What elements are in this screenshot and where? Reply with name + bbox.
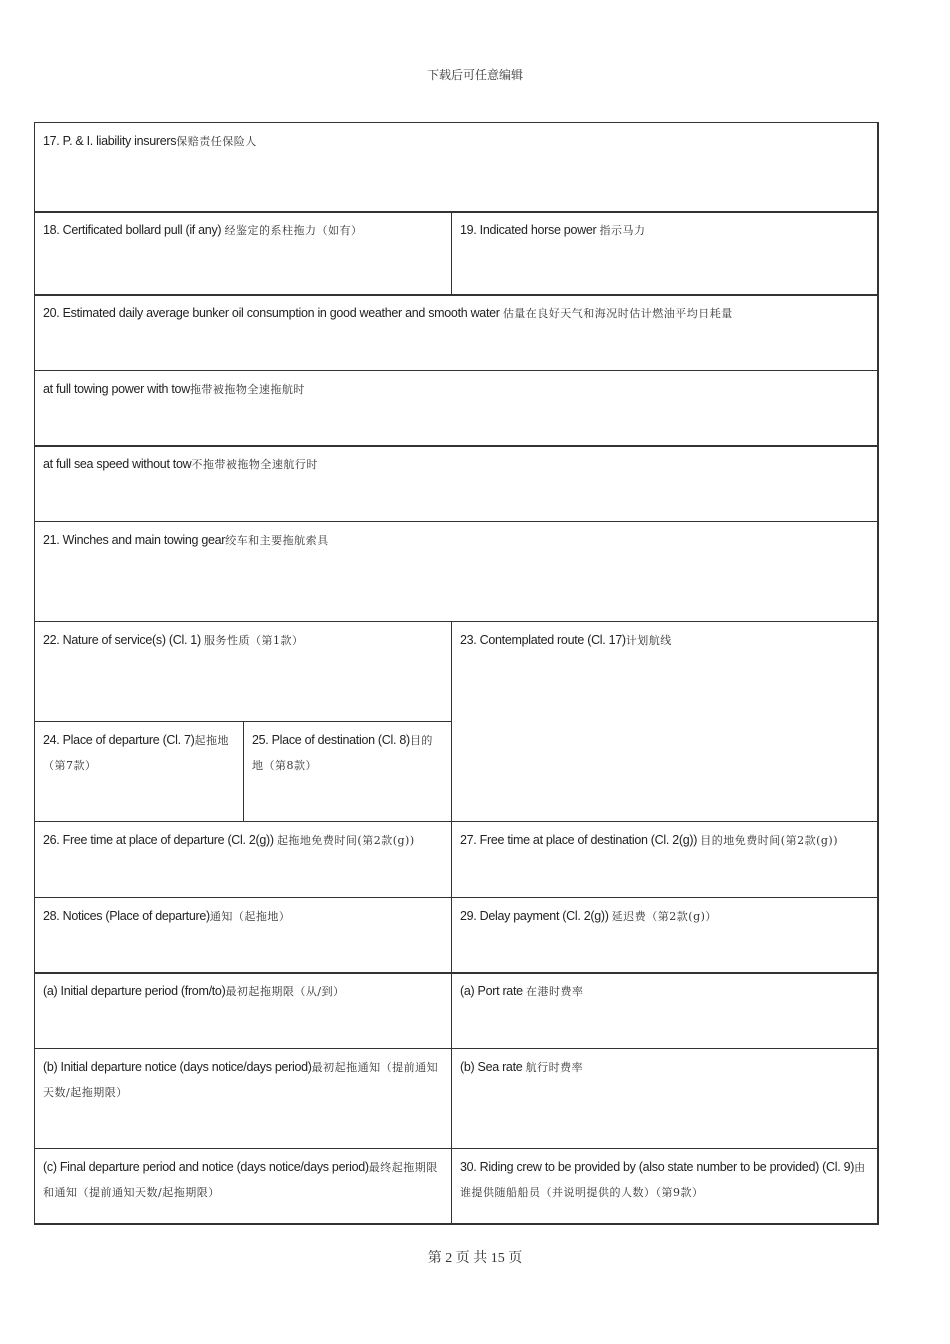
field-29b-label-zh: 航行时费率 (525, 1061, 584, 1074)
field-28b-initial-departure-notice (34, 1048, 452, 1149)
field-26-label: 26. Free time at place of departure (Cl. 2(g)) (43, 833, 277, 847)
field-20b-without-tow (34, 445, 879, 522)
field-21-label-zh: 绞车和主要拖航索具 (225, 534, 329, 547)
field-24-label: 24. Place of departure (Cl. 7) (43, 733, 195, 747)
field-28b-label-zh: 最初起拖通知（提前通知天数/起拖期限） (43, 1061, 439, 1099)
field-24-place-of-departure (34, 721, 244, 822)
field-20a-label-zh: 拖带被拖物全速拖航时 (189, 383, 305, 396)
field-17-label: 17. P. & I. liability insurers (43, 134, 177, 148)
field-27-label-zh: 目的地免费时间(第2款(g)) (700, 834, 838, 847)
field-21-label: 21. Winches and main towing gear (43, 533, 226, 547)
field-25-place-of-destination (243, 721, 452, 822)
field-18-bollard-pull (34, 211, 452, 296)
field-23-label-zh: 计划航线 (625, 634, 672, 647)
field-26-label-zh: 起拖地免费时间(第2款(g)) (276, 834, 415, 847)
field-19-horse-power (451, 211, 879, 296)
field-22-label-zh: 服务性质（第1款） (203, 634, 304, 647)
charter-form-table (34, 122, 878, 1224)
field-29b-label: (b) Sea rate (460, 1060, 526, 1074)
field-28-label-zh: 通知（起拖地） (209, 910, 291, 923)
field-28c-label: (c) Final departure period and notice (days notice/days period) (43, 1160, 369, 1174)
page-number-footer: 第 2 页 共 15 页 (427, 1251, 523, 1266)
field-22-nature-of-service (34, 621, 452, 722)
field-20-bunker-consumption (34, 294, 879, 371)
field-19-label-zh: 指示马力 (599, 224, 646, 237)
field-20-label-zh: 估量在良好天气和海况时估计燃油平均日耗量 (502, 307, 733, 320)
field-30-label-zh: 由谁提供随船船员（并说明提供的人数）（第9款） (460, 1161, 866, 1199)
field-29-label: 29. Delay payment (Cl. 2(g)) (460, 909, 612, 923)
page-header: 下载后可任意编辑 (426, 68, 523, 82)
field-23-label: 23. Contemplated route (Cl. 17) (460, 633, 626, 647)
field-29a-label-zh: 在港时费率 (525, 985, 584, 998)
field-30-riding-crew (451, 1148, 879, 1225)
field-25-label: 25. Place of destination (Cl. 8) (252, 733, 410, 747)
field-29-delay-payment (451, 897, 879, 974)
field-29-label-zh: 延迟费（第2款(g)） (611, 910, 717, 923)
field-24-label-zh: 起拖地（第7款） (43, 734, 229, 772)
field-23-contemplated-route (451, 621, 879, 822)
field-28a-label: (a) Initial departure period (from/to) (43, 984, 226, 998)
field-22-label: 22. Nature of service(s) (Cl. 1) (43, 633, 204, 647)
field-20a-with-tow (34, 370, 879, 447)
field-18-label-zh: 经鉴定的系柱拖力（如有） (224, 224, 363, 237)
field-28c-final-departure-period (34, 1148, 452, 1225)
field-28-notices (34, 897, 452, 974)
field-29b-sea-rate (451, 1048, 879, 1149)
field-21-winches (34, 521, 879, 622)
field-28b-label: (b) Initial departure notice (days notice/days period) (43, 1060, 312, 1074)
field-28-label: 28. Notices (Place of departure) (43, 909, 210, 923)
field-27-label: 27. Free time at place of destination (Cl. 2(g)) (460, 833, 701, 847)
field-26-free-time-departure (34, 821, 452, 898)
field-17-pi-insurers (34, 122, 879, 213)
field-30-label: 30. Riding crew to be provided by (also state number to be provided) (Cl. 9) (460, 1160, 855, 1174)
field-17-label-zh: 保赔责任保险人 (176, 135, 257, 148)
field-29a-port-rate (451, 972, 879, 1049)
field-20-label: 20. Estimated daily average bunker oil consumption in good weather and smooth water (43, 306, 503, 320)
field-27-free-time-destination (451, 821, 879, 898)
field-20a-label: at full towing power with tow (43, 382, 190, 396)
field-20b-label: at full sea speed without tow (43, 457, 192, 471)
field-20b-label-zh: 不拖带被拖物全速航行时 (191, 458, 318, 471)
field-28a-label-zh: 最初起拖期限（从/到） (225, 985, 345, 998)
field-25-label-zh: 目的地（第8款） (252, 734, 433, 772)
field-19-label: 19. Indicated horse power (460, 223, 600, 237)
field-18-label: 18. Certificated bollard pull (if any) (43, 223, 225, 237)
field-29a-label: (a) Port rate (460, 984, 526, 998)
field-28a-initial-departure-period (34, 972, 452, 1049)
field-28c-label-zh: 最终起拖期限和通知（提前通知天数/起拖期限） (43, 1161, 438, 1199)
